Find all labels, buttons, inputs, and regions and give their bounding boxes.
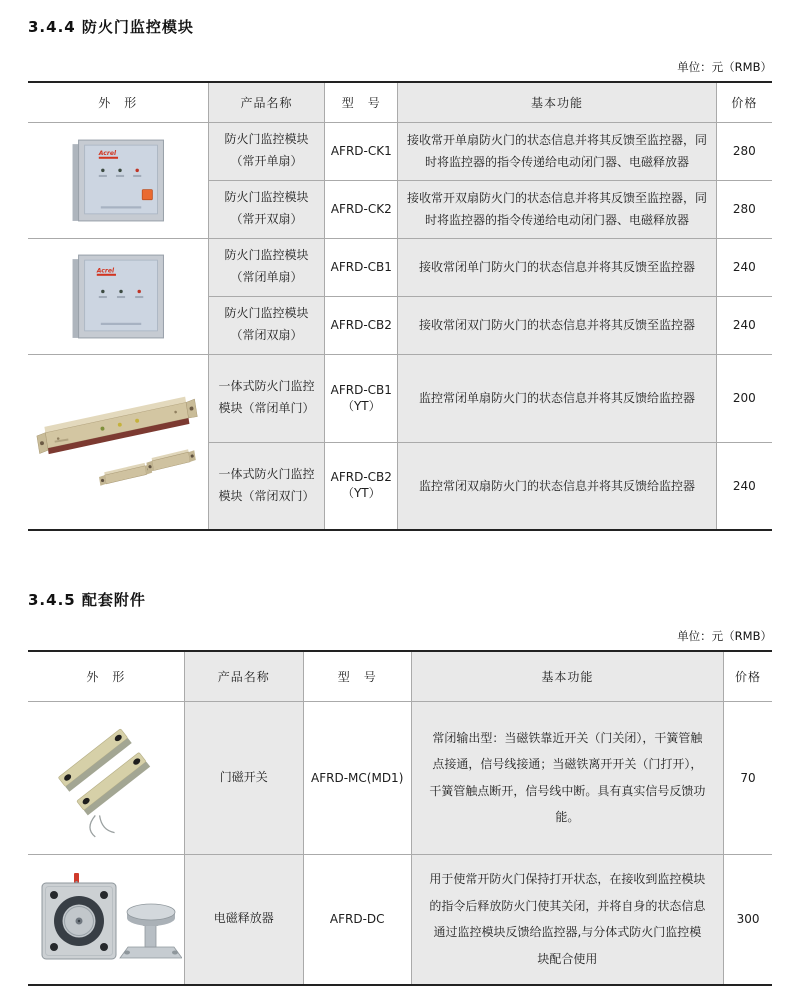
svg-text:Acrel: Acrel — [96, 267, 114, 275]
column-header-shape: 外 形 — [28, 651, 184, 701]
table-row — [28, 238, 772, 296]
product-photo-cell — [28, 854, 184, 985]
table-row — [28, 854, 772, 985]
function-cell: 用于使常开防火门保持打开状态，在接收到监控模块的指令后释放防火门使其关闭，并将自身的状态信息通过监控模块反馈给监控器,与分体式防火门监控模块配合使用 — [411, 854, 723, 985]
table-header-row — [28, 651, 772, 701]
function-cell: 接收常开单扇防火门的状态信息并将其反馈至监控器，同时将监控器的指令传递给电动闭门器、电磁释放器 — [398, 122, 716, 180]
product-name-cell: 一体式防火门监控模块（常闭单门） — [208, 354, 325, 442]
price-cell: 300 — [724, 854, 772, 985]
function-cell: 接收常闭单门防火门的状态信息并将其反馈至监控器 — [398, 238, 716, 296]
fire-door-module-table — [28, 81, 772, 531]
section-title: 3.4.4 防火门监控模块 — [28, 18, 194, 36]
unit-label: 单位：元（RMB） — [677, 629, 772, 643]
accessories-table — [28, 650, 772, 986]
column-header-price: 价格 — [724, 651, 772, 701]
column-header-product-name: 产品名称 — [208, 82, 325, 122]
product-photo-cell — [28, 701, 184, 854]
fire-door-monitor-module-normally-closed-photo — [62, 247, 174, 345]
product-name-cell: 防火门监控模块（常开双扇） — [208, 180, 325, 238]
column-header-function: 基本功能 — [398, 82, 716, 122]
section-title: 3.4.5 配套附件 — [28, 591, 146, 609]
model-cell: AFRD-CK1 — [325, 122, 398, 180]
price-cell: 240 — [716, 296, 772, 354]
price-cell: 240 — [716, 442, 772, 530]
price-cell: 280 — [716, 122, 772, 180]
model-cell: AFRD-CK2 — [325, 180, 398, 238]
product-photo-cell — [28, 122, 208, 238]
column-header-model: 型 号 — [325, 82, 398, 122]
table-row — [28, 354, 772, 442]
product-photo-cell — [28, 354, 208, 530]
unit-label: 单位：元（RMB） — [677, 60, 772, 74]
model-cell: AFRD-CB1 — [325, 238, 398, 296]
column-header-function: 基本功能 — [411, 651, 723, 701]
product-name-cell: 防火门监控模块（常开单扇） — [208, 122, 325, 180]
column-header-product-name: 产品名称 — [184, 651, 303, 701]
price-cell: 280 — [716, 180, 772, 238]
table-row — [28, 122, 772, 180]
function-cell: 接收常开双扇防火门的状态信息并将其反馈至监控器，同时将监控器的指令传递给电动闭门器、电磁释放器 — [398, 180, 716, 238]
electromagnetic-releaser-photo — [32, 863, 182, 975]
product-name-cell: 防火门监控模块（常闭双扇） — [208, 296, 325, 354]
function-cell: 监控常闭单扇防火门的状态信息并将其反馈给监控器 — [398, 354, 716, 442]
column-header-price: 价格 — [716, 82, 772, 122]
model-cell: AFRD-CB2 — [325, 296, 398, 354]
fire-door-monitor-module-normally-open-photo — [62, 132, 174, 228]
function-cell: 常闭输出型：当磁铁靠近开关（门关闭），干簧管触点接通，信号线接通；当磁铁离开开关（门打开），干簧管触点断开，信号线中断。具有真实信号反馈功能。 — [411, 701, 723, 854]
model-cell: AFRD-CB1（YT） — [325, 354, 398, 442]
price-cell: 240 — [716, 238, 772, 296]
model-cell: AFRD-CB2（YT） — [325, 442, 398, 530]
table-row — [28, 701, 772, 854]
door-magnetic-switch-photo — [46, 717, 166, 839]
product-name-cell: 电磁释放器 — [184, 854, 303, 985]
function-cell: 接收常闭双门防火门的状态信息并将其反馈至监控器 — [398, 296, 716, 354]
section-accessories — [28, 589, 772, 986]
model-cell: AFRD-DC — [303, 854, 411, 985]
product-name-cell: 防火门监控模块（常闭单扇） — [208, 238, 325, 296]
table-header-row — [28, 82, 772, 122]
svg-text:Acrel: Acrel — [98, 150, 116, 158]
section-fire-door-monitor-modules — [28, 16, 772, 531]
price-cell: 200 — [716, 354, 772, 442]
product-name-cell: 一体式防火门监控模块（常闭双门） — [208, 442, 325, 530]
column-header-shape: 外 形 — [28, 82, 208, 122]
product-photo-cell — [28, 238, 208, 354]
integrated-fire-door-monitor-module-photo — [34, 378, 202, 506]
model-cell: AFRD-MC(MD1) — [303, 701, 411, 854]
product-name-cell: 门磁开关 — [184, 701, 303, 854]
price-cell: 70 — [724, 701, 772, 854]
column-header-model: 型 号 — [303, 651, 411, 701]
function-cell: 监控常闭双扇防火门的状态信息并将其反馈给监控器 — [398, 442, 716, 530]
